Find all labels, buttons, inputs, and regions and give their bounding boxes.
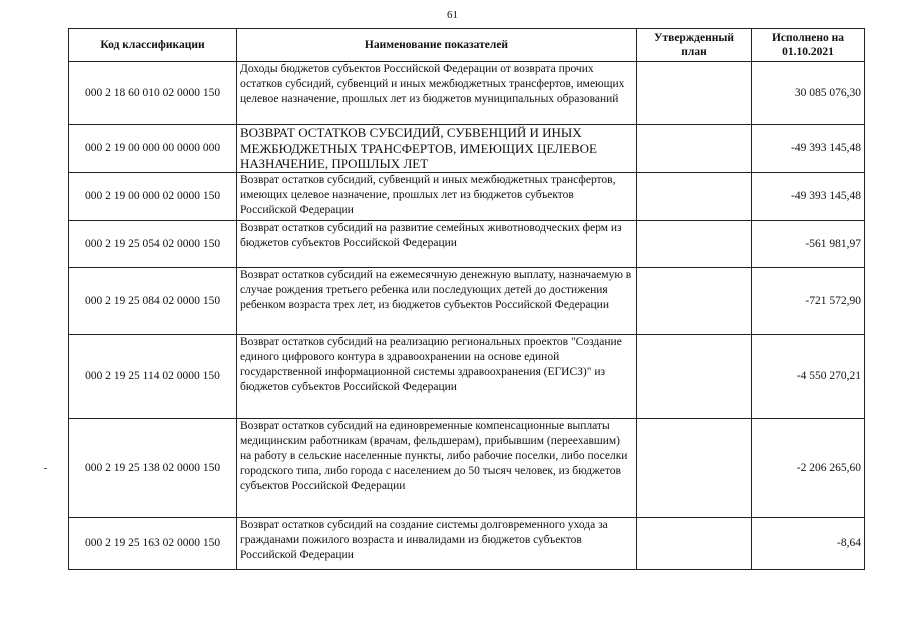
row-value: -8,64 (752, 518, 865, 570)
row-code: 000 2 19 25 138 02 0000 150 (69, 419, 237, 518)
row-name: ВОЗВРАТ ОСТАТКОВ СУБСИДИЙ, СУБВЕНЦИЙ И ИНЫХ МЕЖБЮДЖЕТНЫХ ТРАНСФЕРТОВ, ИМЕЮЩИХ ЦЕЛЕВОЕ НАЗНАЧЕНИЕ, ПРОШЛЫХ ЛЕТ (237, 125, 637, 173)
table-row (69, 62, 865, 125)
row-plan (637, 125, 752, 173)
row-name: Возврат остатков субсидий, субвенций и иных межбюджетных трансфертов, имеющих целевое назначение, прошлых лет из бюджетов субъектов Российской Федерации (237, 173, 637, 221)
row-code: 000 2 19 00 000 02 0000 150 (69, 173, 237, 221)
row-value: -4 550 270,21 (752, 335, 865, 419)
row-code: 000 2 19 00 000 00 0000 000 (69, 125, 237, 173)
row-plan (637, 518, 752, 570)
table-header-row (69, 29, 865, 62)
row-value: 30 085 076,30 (752, 62, 865, 125)
row-plan (637, 268, 752, 335)
row-value: -49 393 145,48 (752, 173, 865, 221)
table-row (69, 173, 865, 221)
header-code: Код классификации (69, 29, 237, 62)
row-name: Доходы бюджетов субъектов Российской Федерации от возврата прочих остатков субсидий, субвенций и иных межбюджетных трансфертов, имеющих целевое назначение, прошлых лет из бюджетов муниципальных образований (237, 62, 637, 125)
row-plan (637, 335, 752, 419)
table-row (69, 268, 865, 335)
row-plan (637, 419, 752, 518)
row-code: 000 2 19 25 163 02 0000 150 (69, 518, 237, 570)
budget-table (68, 28, 865, 570)
table-row (69, 221, 865, 268)
header-name: Наименование показателей (237, 29, 637, 62)
row-name: Возврат остатков субсидий на единовременные компенсационные выплаты медицинским работникам (врачам, фельдшерам), прибывшим (переехавшим) на работу в сельские населенные пункты, либо рабочие поселки, либо поселки городского типа, либо города с населением до 50 тысяч человек, из бюджетов субъектов Российской Федерации (237, 419, 637, 518)
margin-mark (44, 468, 47, 469)
row-value: -721 572,90 (752, 268, 865, 335)
row-plan (637, 62, 752, 125)
page-number: 61 (447, 9, 458, 21)
row-code: 000 2 18 60 010 02 0000 150 (69, 62, 237, 125)
row-name: Возврат остатков субсидий на реализацию региональных проектов "Создание единого цифрового контура в здравоохранении на основе единой государственной информационной системы здравоохранения (ЕГИСЗ)" из бюджетов субъектов Российской Федерации (237, 335, 637, 419)
row-name: Возврат остатков субсидий на ежемесячную денежную выплату, назначаемую в случае рождения третьего ребенка или последующих детей до достижения ребенком возраста трех лет, из бюджетов субъектов Российской Федерации (237, 268, 637, 335)
row-name: Возврат остатков субсидий на создание системы долговременного ухода за гражданами пожилого возраста и инвалидами из бюджетов субъектов Российской Федерации (237, 518, 637, 570)
row-plan (637, 173, 752, 221)
table-row (69, 419, 865, 518)
header-executed: Исполнено на 01.10.2021 (752, 29, 865, 62)
row-code: 000 2 19 25 114 02 0000 150 (69, 335, 237, 419)
table-row (69, 335, 865, 419)
table-row (69, 518, 865, 570)
table-row (69, 125, 865, 173)
header-plan: Утвержденный план (637, 29, 752, 62)
row-code: 000 2 19 25 084 02 0000 150 (69, 268, 237, 335)
row-code: 000 2 19 25 054 02 0000 150 (69, 221, 237, 268)
row-value: -49 393 145,48 (752, 125, 865, 173)
row-name: Возврат остатков субсидий на развитие семейных животноводческих ферм из бюджетов субъектов Российской Федерации (237, 221, 637, 268)
row-value: -2 206 265,60 (752, 419, 865, 518)
row-plan (637, 221, 752, 268)
row-value: -561 981,97 (752, 221, 865, 268)
